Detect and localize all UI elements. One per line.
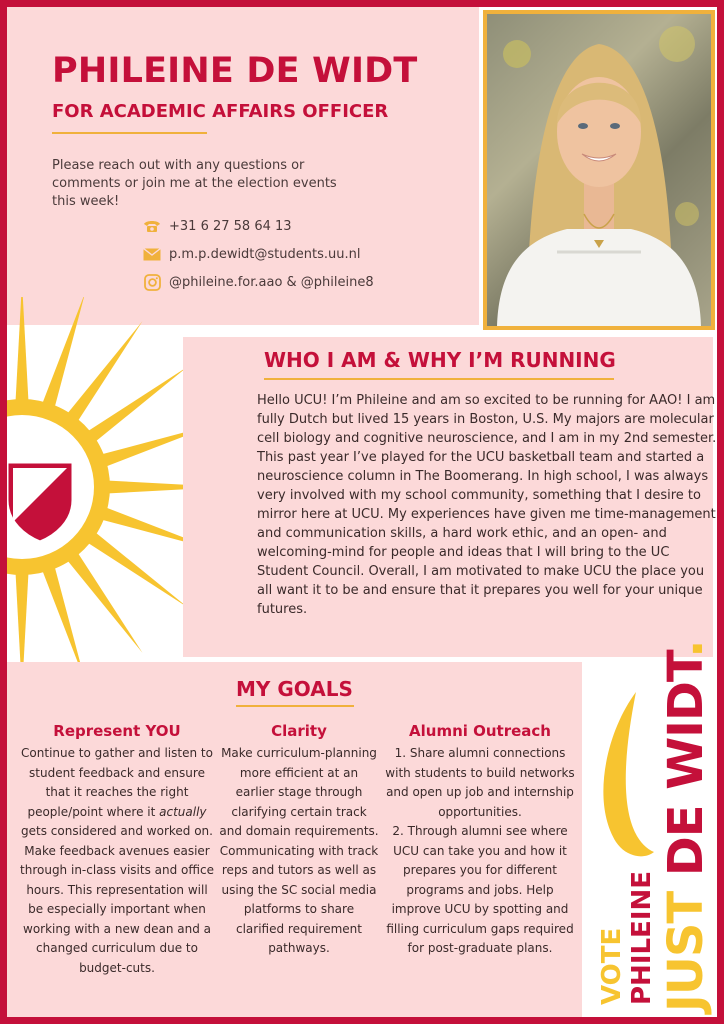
email-address: p.m.p.dewidt@students.uu.nl — [169, 246, 361, 262]
contact-phone[interactable] — [143, 218, 292, 234]
candidate-role: FOR ACADEMIC AFFAIRS OFFICER — [52, 101, 389, 122]
phone-icon — [143, 218, 161, 234]
goal-clarity-text: Make curriculum-planning more efficient at an earlier stage through clarifying certain track and domain requirements. Communicating with track reps and tutors as well as using the SC social media platforms to share clarified requirement pathways. — [219, 746, 379, 955]
goal-represent-title: Represent YOU — [53, 722, 181, 740]
first-name-vertical: PHILEINE — [627, 870, 657, 1005]
goal-alumni-point2: 2. Through alumni see where UCU can take you and how it prepares you for different programs and jobs. Help improve UCU by spotting and filling curriculum gaps required for post-graduate plans. — [386, 824, 574, 955]
sun-ray — [40, 297, 85, 413]
instagram-icon — [143, 274, 161, 290]
goal-represent — [17, 722, 217, 978]
contact-socials[interactable] — [143, 274, 374, 290]
phone-number: +31 6 27 58 64 13 — [169, 218, 292, 234]
goal-alumni-title: Alumni Outreach — [409, 722, 551, 740]
candidate-photo-frame — [483, 10, 715, 330]
slogan-banner — [592, 640, 717, 1017]
goal-alumni — [385, 722, 575, 959]
crest-shield-icon — [7, 460, 77, 544]
candidate-name: PHILEINE DE WIDT — [52, 51, 418, 91]
about-body: Hello UCU! I’m Phileine and am so excited to be running for AAO! I am fully Dutch but lived 15 years in Boston, U.S. My majors are molecular cell biology and cognitive neuroscience, and I am in my 2nd semester. This past year I’ve played for the UCU basketball team and started a neuroscience column in The Boomerang. In high school, I was always very involved with my school community, something that I desire to mirror here at UCU. My experiences have given me time-management and communication skills, a hard work ethic, and an open- and welcoming-mind for people and ideas that I will bring to the UC Student Council. Overall, I am motivated to make UCU the place you all want it to be and ensure that it prepares you well for your unique futures. — [257, 393, 717, 617]
about-title-underline — [264, 378, 614, 380]
goal-clarity-title: Clarity — [271, 722, 327, 740]
goals-title-underline — [236, 705, 354, 707]
sun-ray — [40, 561, 85, 677]
goals-title: MY GOALS — [236, 677, 353, 701]
goal-clarity — [219, 722, 379, 959]
contact-email[interactable] — [143, 246, 360, 262]
slogan-vertical: JUST DE WIDT. — [658, 640, 714, 1012]
candidate-photo — [487, 14, 711, 326]
poster — [7, 7, 717, 1017]
goal-alumni-point1: 1. Share alumni connections with students to build networks and open up job and internship opportunities. — [385, 746, 575, 819]
about-title: WHO I AM & WHY I’M RUNNING — [264, 348, 616, 372]
reach-out-text: Please reach out with any questions or comments or join me at the election events this week! — [52, 158, 337, 209]
goal-represent-text: Continue to gather and listen to student feedback and ensure that it reaches the right people/point where it actually gets considered and worked on. Make feedback avenues easier through in-class visits and office hours. This representation will be especially important when working with a new dean and a changed curriculum due to budget-cuts. — [20, 746, 214, 975]
vote-word: VOTE — [597, 927, 627, 1005]
envelope-icon — [143, 246, 161, 262]
name-underline — [52, 132, 207, 134]
swoosh-icon — [596, 692, 656, 862]
social-handles: @phileine.for.aao & @phileine8 — [169, 274, 374, 290]
sun-ray — [15, 567, 29, 677]
candidate-portrait-illustration — [487, 14, 711, 326]
sun-ray — [15, 297, 29, 407]
